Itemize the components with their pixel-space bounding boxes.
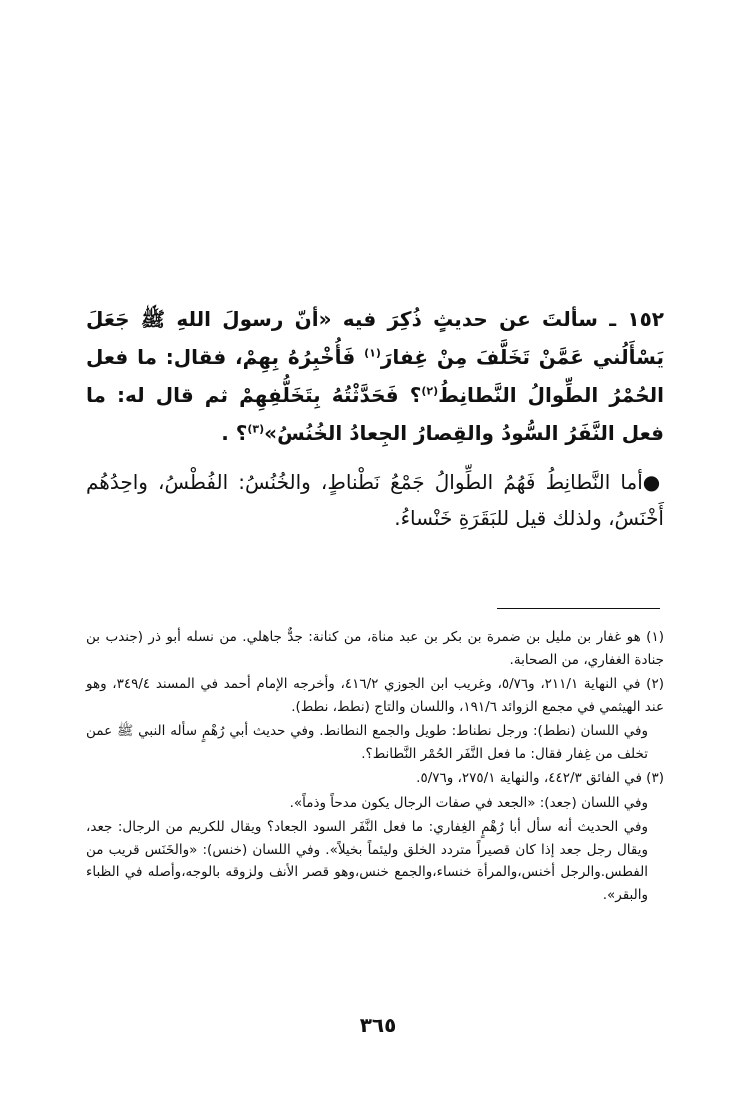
footnote-1: (١) هو غفار بن مليل بن ضمرة بن بكر بن عبد مناة، من كنانة: جدٌّ جاهلي. من نسله أبو ذر (جندب بن جنادة الغفاري، من الصحابة. (86, 629, 664, 668)
footnote-3: (٣) في الفائق ٤٤٢/٣، والنهاية ٢٧٥/١، و٥/٧٦. (416, 770, 664, 786)
entry-text-end: ؟ . (221, 421, 248, 445)
page-number: ٣٦٥ (359, 1013, 397, 1037)
footnotes (86, 626, 664, 908)
entry-text-continued: فَأُخْبِرُهُ بِهِمْ، فقال: ما فعل الحُمْرُ الطِّوالُ النَّطانِطُ (86, 345, 664, 407)
bullet-icon: ● (642, 470, 665, 494)
footnote-ref-1[interactable]: (١) (364, 346, 381, 360)
entry-number: ١٥٢ ـ (609, 307, 664, 331)
entry-text: سألتَ عن حديثٍ ذُكِرَ فيه «أنّ رسولَ اللهِ ﷺ جَعَلَ يَسْأَلُني عَمَّنْ تَخَلَّفَ مِنْ غِفارَ (86, 307, 664, 369)
footnote-separator (497, 608, 660, 609)
footnote-3-continued-2: وفي الحديث أنه سأل أبا رُهْمٍ الغِفاري: ما فعل النَّفَر السود الجعاد؟ ويقال للكريم من الرجال: جعد، ويقال رجل جعد إذا كان قصيراً متردد الخلق وليئماً بخيلاً». وفي اللسان (خنس): «والخَنَس قريب من الفطس.والرجل أخنس،والمرأة خنساء،والجمع خنس،وهو قصر الأنف ولزوقه بالوجه،وأصله في الظباء والبقر». (86, 819, 648, 903)
explanation-text: أما النَّطانِطُ فَهُمُ الطِّوالُ جَمْعُ نَطْناطٍ، والخُنُسُ: الفُطْسُ، واحِدُهُم أَخْنَسُ، ولذلك قيل للبَقَرَةِ خَنْساءُ. (86, 470, 664, 530)
footnote-2-continued: وفي اللسان (نطط): ورجل نطناط: طويل والجمع النطانط. وفي حديث أبي رُهْمٍ سأله النبي ﷺ عمن تخلف من غِفار فقال: ما فعل النَّفَر الحُمْر النَّطانط؟. (86, 723, 648, 762)
explanation-paragraph (86, 464, 664, 536)
footnote-2: (٢) في النهاية ٢١١/١، و٥/٧٦، وغريب ابن الجوزي ٤١٦/٢، وأخرجه الإمام أحمد في المسند ٣٤٩/٤، وهو عند الهيثمي في مجمع الزوائد ١٩١/٦، واللسان والتاج (نطط، نطط). (86, 676, 664, 715)
footnote-ref-3[interactable]: (٣) (247, 422, 265, 436)
entry-paragraph (86, 300, 664, 452)
footnote-3-continued: وفي اللسان (جعد): «الجعد في صفات الرجال يكون مدحاً وذماً». (289, 794, 648, 811)
entry-text-continued-2: ؟ فَحَدَّثْتُهُ بِتَخَلُّفِهِمْ ثم قال له: ما فعل النَّفَرُ السُّودُ والقِصارُ الجِعادُ الخُنُسُ» (86, 383, 664, 445)
main-text (86, 300, 664, 536)
footnote-ref-2[interactable]: (٢) (421, 384, 439, 398)
